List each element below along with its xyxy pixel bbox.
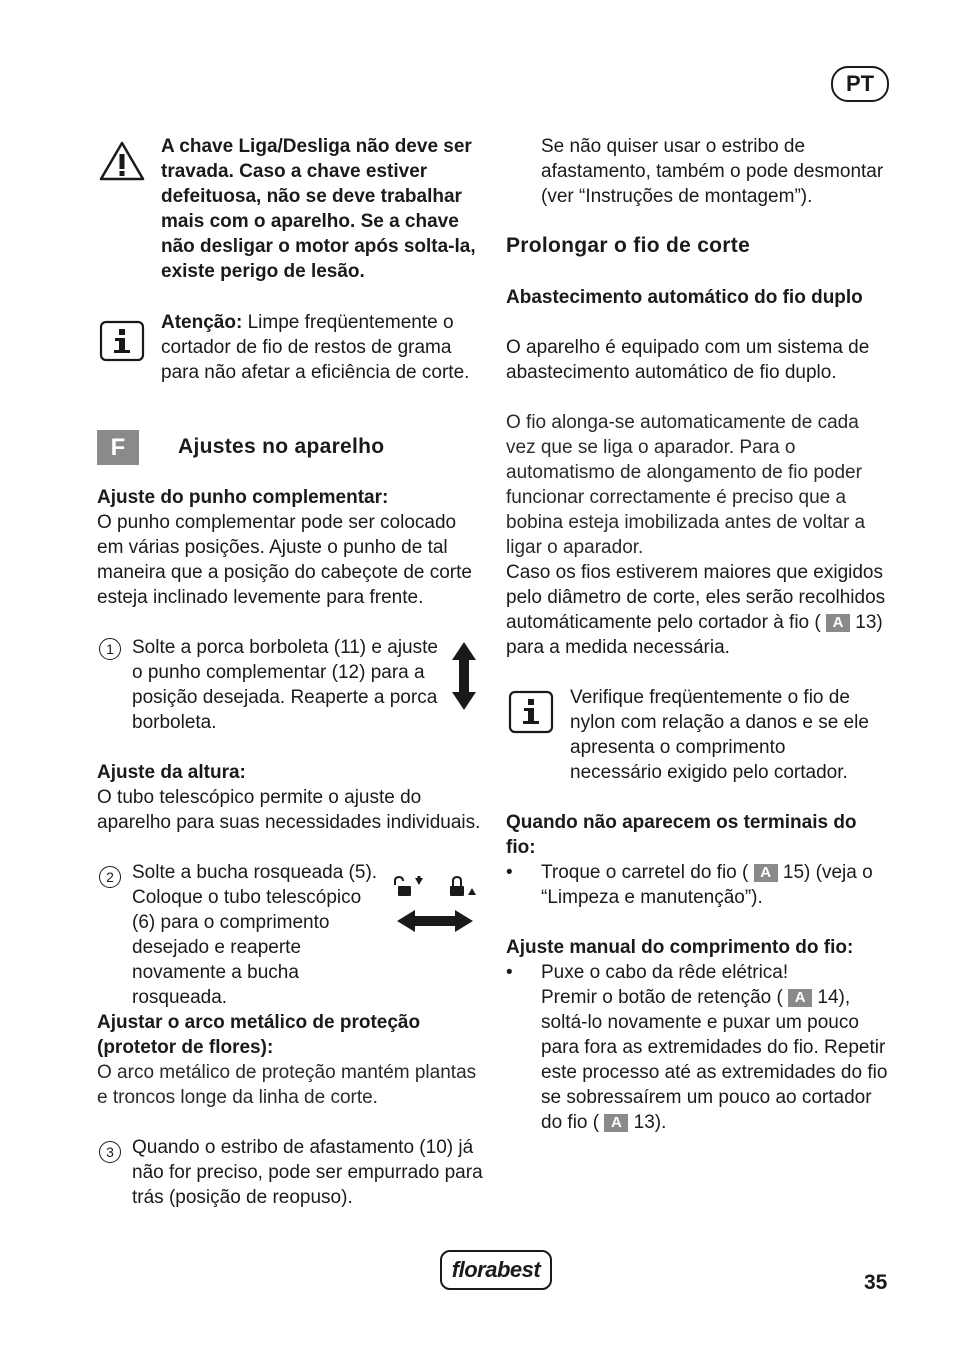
step-3-text: Quando o estribo de afastamento (10) já não for preciso, pode ser empurrado para trás (posição de reopuso). (132, 1137, 483, 1208)
warning-icon (98, 140, 146, 189)
auto-feed-title: Abastecimento automático do fio duplo (506, 287, 863, 308)
info-check-text: Verifique freqüentemente o fio de nylon com relação a danos e se ele apresenta o comprimento necessário exigido pelo cortador. (570, 687, 869, 783)
florabest-logo: florabest (440, 1250, 552, 1290)
info-icon (508, 690, 554, 741)
manual-line-1: Puxe o cabo da rêde elétrica! (541, 962, 789, 983)
terminals-title: Quando não aparecem os terminais do fio: (506, 812, 857, 858)
manual-text (541, 960, 888, 1135)
manual-text-a: Premir o botão de retenção ( (541, 987, 783, 1008)
auto-feed-text-1: O aparelho é equipado com um sistema de abastecimento automático de fio duplo. (506, 337, 870, 383)
guard-title: Ajustar o arco metálico de proteção (protetor de flores): (97, 1012, 421, 1058)
height-title: Ajuste da altura: (97, 762, 246, 783)
figure-ref-a: A (604, 1114, 628, 1132)
lock-up-icon (446, 876, 482, 905)
auto-feed-text-3-b: 13) para a medida necessária. (506, 612, 883, 658)
step-2-text: Solte a bucha rosqueada (5). Coloque o tubo telescópico (6) para o comprimento desejado e reaperte novamente a bucha rosqueada. (132, 862, 378, 1008)
terminals-text (541, 860, 886, 910)
figure-ref-a: A (754, 864, 778, 882)
info-icon (99, 320, 145, 369)
step-3-number: 3 (99, 1141, 121, 1163)
step-2-number: 2 (99, 866, 121, 888)
manual-title: Ajuste manual do comprimento do fio: (506, 937, 854, 958)
auto-feed-text-3 (506, 560, 891, 660)
page-number: 35 (864, 1271, 888, 1294)
terminals-text-b: 15) (veja o “Limpeza e manutenção”). (541, 862, 873, 908)
bullet: • (506, 962, 513, 983)
step-1-text: Solte a porca borboleta (11) e ajuste o punho complementar (12) para a posição desejada. Reaperte a porca borboleta. (132, 637, 438, 733)
auto-feed-text-3-a: Caso os fios estiverem maiores que exigidos pelo diâmetro de corte, eles serão recolhidos automáticamente pelo cortador à fio ( (506, 562, 886, 633)
warning-text: A chave Liga/Desliga não deve ser travada. Caso a chave estiver defeituosa, não se deve trabalhar mais com o aparelho. Se a chave não desligar o motor após solta-la, existe perigo de lesão. (161, 136, 476, 282)
stand-off-intro: Se não quiser usar o estribo de afastamento, também o pode desmontar (ver “Instruções de montagem”). (541, 136, 884, 207)
attention-paragraph (161, 310, 479, 385)
step-1-number: 1 (99, 638, 121, 660)
manual-text-c: 13). (628, 1112, 667, 1133)
manual-text-b: 14), soltá-lo novamente e puxar um pouco para fora as extremidades do fio. Repetir este processo até as extremidades do fio se sobressaírem um pouco ao cortador do fio ( (541, 987, 888, 1133)
attention-label: Atenção: (161, 312, 243, 333)
vertical-double-arrow-icon (450, 640, 478, 719)
height-text: O tubo telescópico permite o ajuste do aparelho para suas necessidades individuais. (97, 787, 481, 833)
auto-feed-text-2: O fio alonga-se automaticamente de cada vez que se liga o aparador. Para o automatismo de alongamento de fio poder funcionar correctamente é preciso que a bobina esteja imobilizada antes de voltar a ligar o aparador. (506, 412, 866, 558)
figure-ref-a: A (826, 614, 850, 632)
bullet: • (506, 862, 513, 883)
handle-text: O punho complementar pode ser colocado em várias posições. Ajuste o punho de tal maneira que a posição do cabeçote de corte esteja inclinado levemente para frente. (97, 512, 472, 608)
handle-title: Ajuste do punho complementar: (97, 487, 389, 508)
language-badge: PT (831, 66, 889, 102)
line-extension-title: Prolongar o fio de corte (506, 234, 751, 257)
horizontal-double-arrow-icon (395, 908, 475, 941)
terminals-text-a: Troque o carretel do fio ( (541, 862, 749, 883)
attention-text: Limpe freqüentemente o cortador de fio de restos de grama para não afetar a eficiência de corte. (161, 312, 470, 383)
section-letter-badge: F (97, 430, 139, 465)
figure-ref-a: A (788, 989, 812, 1007)
guard-text: O arco metálico de proteção mantém plantas e troncos longe da linha de corte. (97, 1062, 477, 1108)
unlock-down-icon (390, 876, 426, 905)
section-title: Ajustes no aparelho (178, 435, 385, 458)
